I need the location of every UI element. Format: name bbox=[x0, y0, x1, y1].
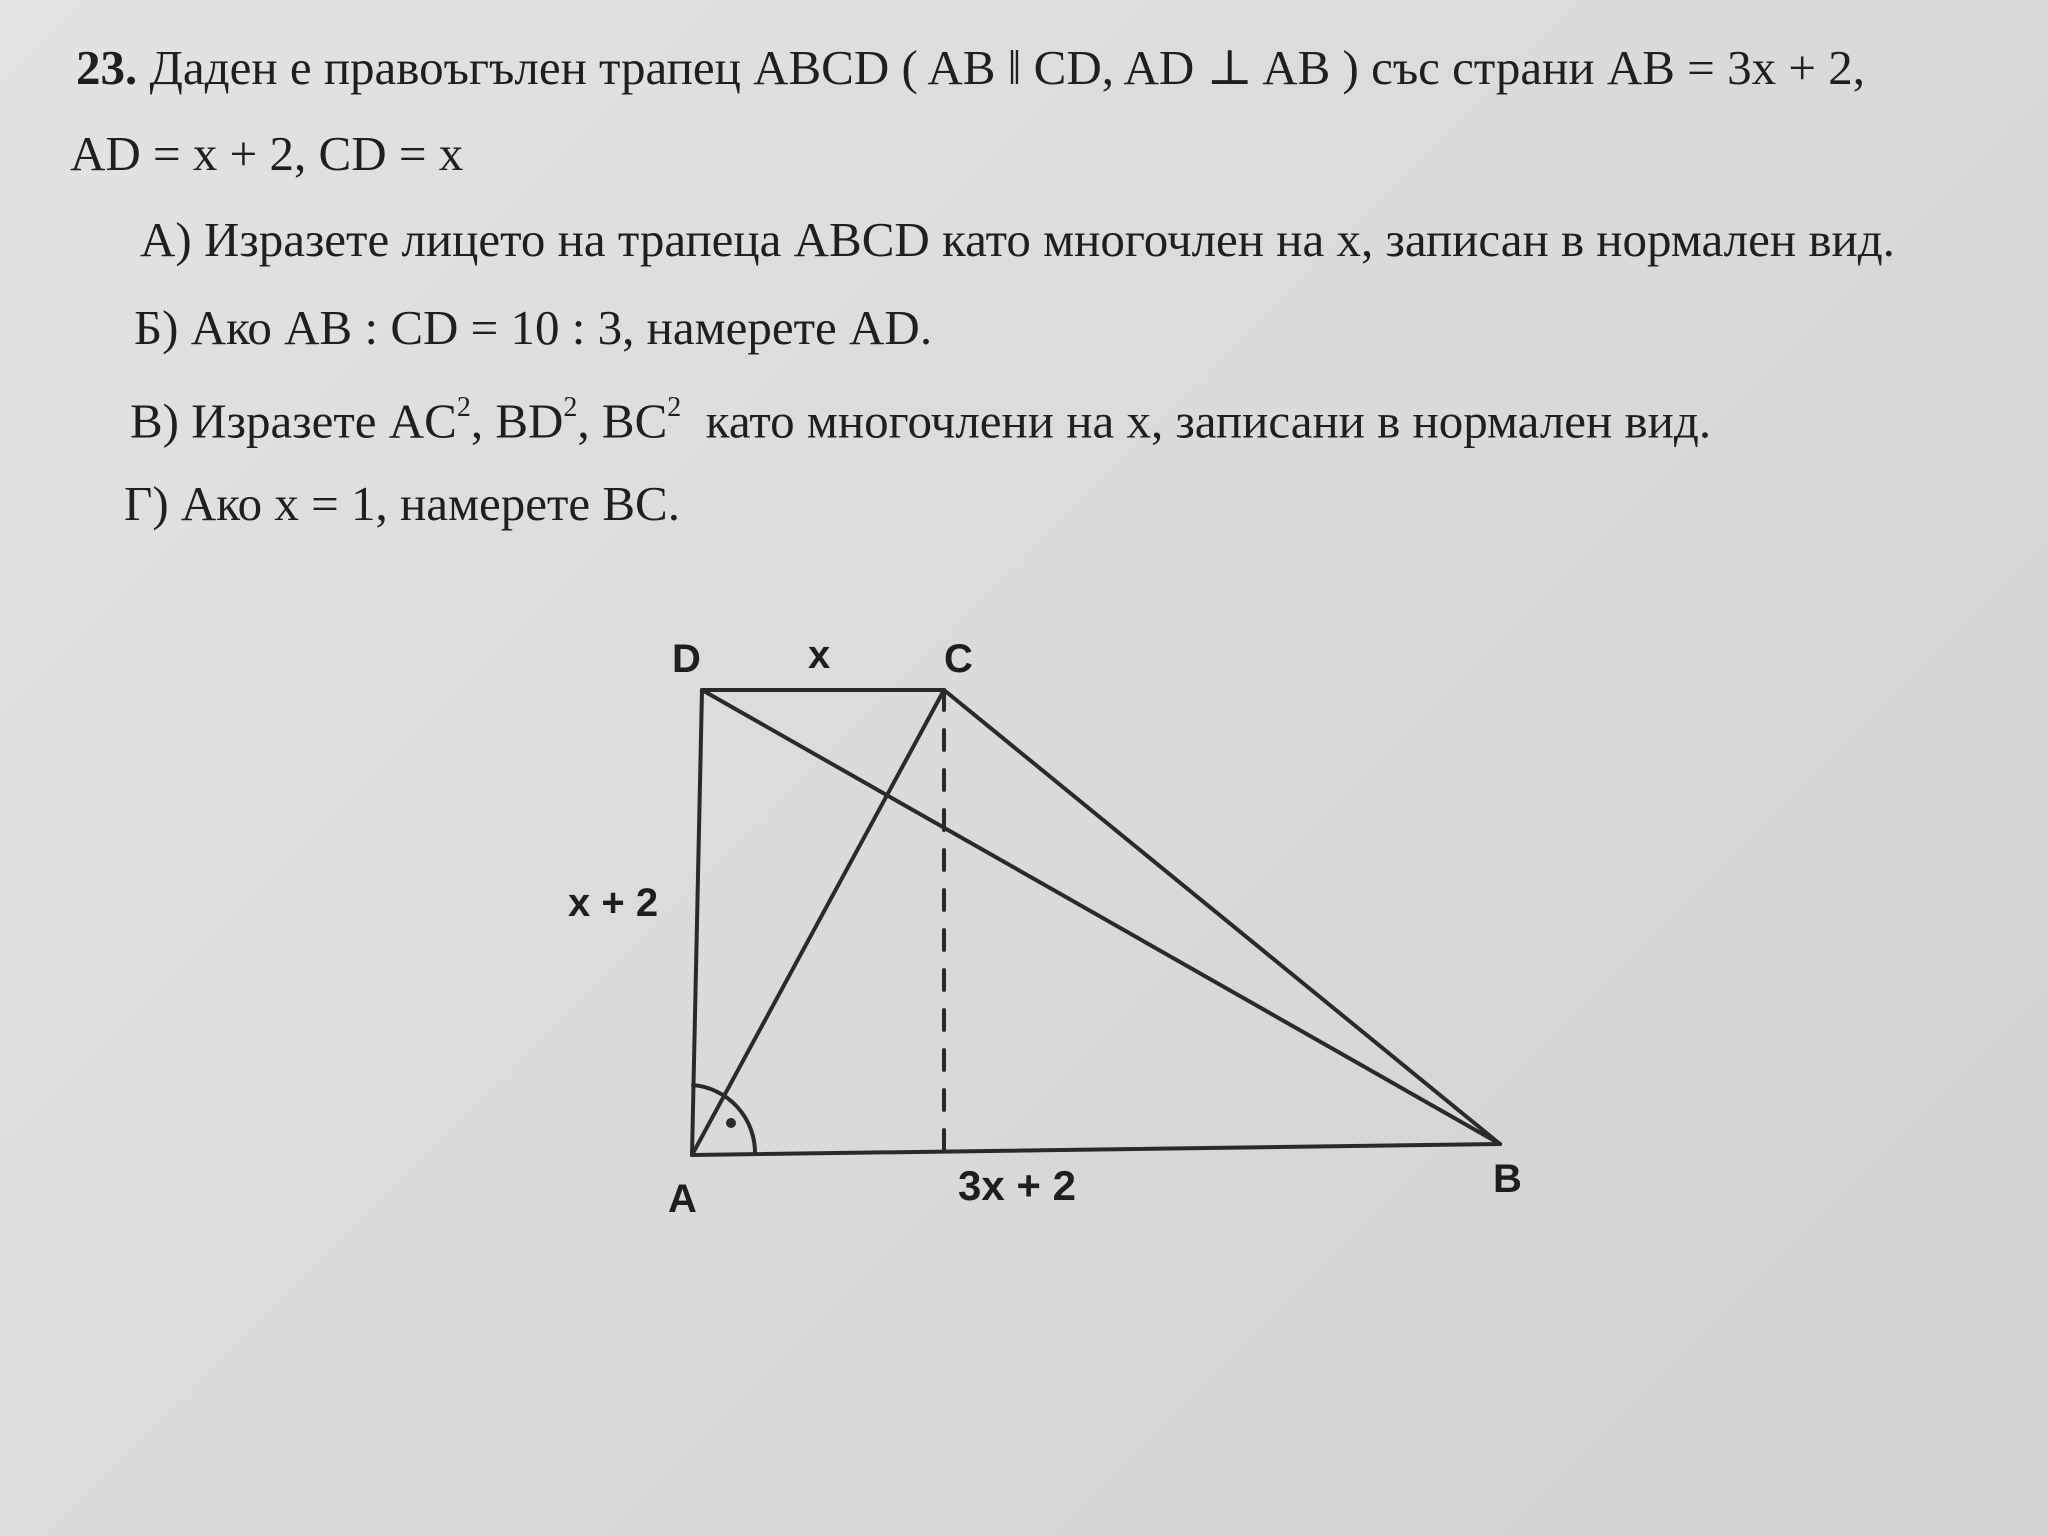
diagonal-ac bbox=[692, 690, 944, 1155]
side-label-ad: x + 2 bbox=[568, 881, 659, 925]
vertex-label-a: A bbox=[668, 1177, 697, 1221]
part-c-mid-1: , BD bbox=[470, 393, 564, 449]
vertex-label-d: D bbox=[672, 637, 701, 681]
vertex-label-b: B bbox=[1493, 1157, 1522, 1201]
vertex-label-c: C bbox=[944, 637, 973, 681]
part-b: Б) Ако AB : CD = 10 : 3, намерете AD. bbox=[134, 300, 933, 355]
part-c-sup-3: 2 bbox=[667, 392, 682, 423]
problem-number-and-statement bbox=[76, 38, 1865, 98]
part-c bbox=[130, 382, 1711, 451]
side-label-ab: 3x + 2 bbox=[958, 1162, 1076, 1209]
problem-statement-line-2: AD = x + 2, CD = x bbox=[70, 126, 464, 181]
side-bc bbox=[944, 690, 1500, 1144]
part-a: А) Изразете лицето на трапеца ABCD като многочлен на x, записан в нормален вид. bbox=[140, 212, 1895, 267]
right-angle-dot bbox=[726, 1118, 736, 1128]
part-c-suffix: като многочлени на x, записани в нормален вид. bbox=[681, 393, 1712, 449]
side-ab bbox=[692, 1144, 1500, 1155]
part-c-sup-2: 2 bbox=[563, 392, 578, 423]
trapezoid-diagram bbox=[540, 620, 1540, 1240]
part-d: Г) Ако x = 1, намерете BC. bbox=[124, 476, 680, 531]
side-label-cd: x bbox=[808, 633, 831, 677]
problem-statement-line-1: Даден е правоъгълен трапец ABCD ( AB ǁ CD, AD ⊥ AB ) със страни AB = 3x + 2, bbox=[149, 40, 1865, 95]
problem-number: 23. bbox=[76, 40, 138, 95]
part-c-mid-2: , BC bbox=[577, 393, 668, 449]
part-c-sup-1: 2 bbox=[456, 392, 471, 423]
right-angle-arc bbox=[693, 1085, 755, 1153]
part-c-prefix: В) Изразете AC bbox=[130, 393, 457, 449]
